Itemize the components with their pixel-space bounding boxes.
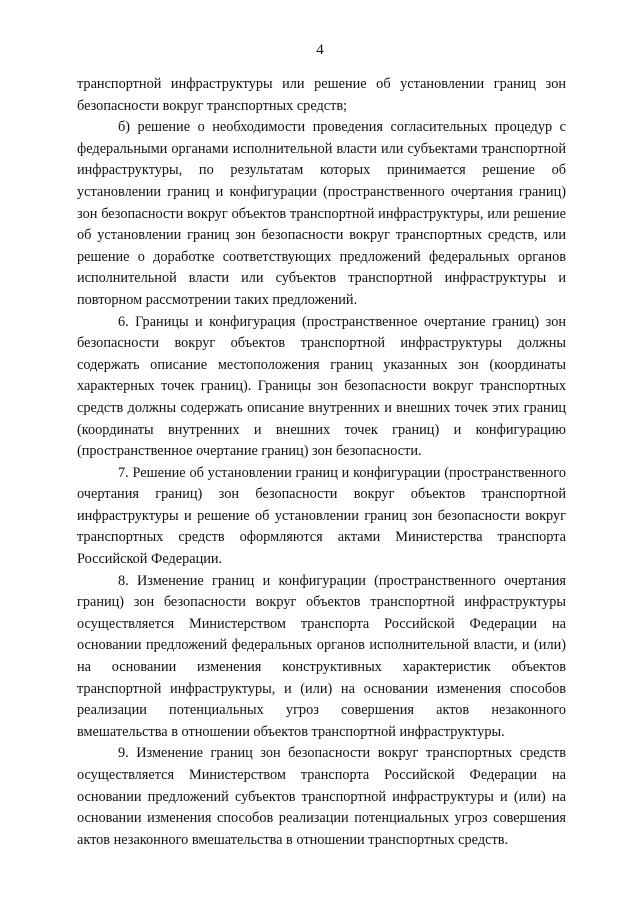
paragraph-continuation: транспортной инфраструктуры или решение об установлении границ зон безопасности вокруг транспортных средств; (77, 76, 566, 114)
paragraph-item-6: 6. Границы и конфигурация (пространственное очертание границ) зон безопасности вокруг объектов транспортной инфраструктуры должны содержать описание местоположения границ указанных зон (координаты характерных точек границ). Границы зон безопасности вокруг транспортных средств должны содержать описание внутренних и внешних точек этих границ (координаты внутренних и внешних точек границ) и конфигурацию (пространственное очертание границ) зон безопасности. (77, 313, 566, 460)
paragraph-item-7: 7. Решение об установлении границ и конфигурации (пространственного очертания границ) зон безопасности вокруг объектов транспортной инфраструктуры и решение об установлении границ зон безопасности вокруг транспортных средств оформляются актами Министерства транспорта Российской Федерации. (77, 464, 566, 568)
document-body (77, 74, 566, 851)
paragraph-item-9: 9. Изменение границ зон безопасности вокруг транспортных средств осуществляется Министерством транспорта Российской Федерации на основании предложений субъектов транспортной инфраструктуры и (или) на основании изменения способов реализации потенциальных угроз совершения актов незаконного вмешательства в отношении транспортных средств. (77, 745, 566, 848)
paragraph-item-b: б) решение о необходимости проведения согласительных процедур с федеральными органами исполнительной власти или субъектами транспортной инфраструктуры, по результатам которых принимается решение об установлении границ и конфигурации (пространственного очертания границ) зон безопасности вокруг объектов транспортной инфраструктуры, или решение об установлении границ зон безопасности вокруг транспортных средств, или решение о доработке соответствующих предложений федеральных органов исполнительной власти или субъектов транспортной инфраструктуры и повторном рассмотрении таких предложений. (77, 119, 566, 308)
page-number: 4 (316, 42, 324, 58)
paragraph-item-8: 8. Изменение границ и конфигурации (пространственного очертания границ) зон безопасности вокруг объектов транспортной инфраструктуры осуществляется Министерством транспорта Российской Федерации на основании предложений федеральных органов исполнительной власти, и (или) на основании изменения конструктивных характеристик объектов транспортной инфраструктуры, и (или) на основании изменения способов реализации потенциальных угроз совершения актов незаконного вмешательства в отношении объектов транспортной инфраструктуры. (77, 572, 566, 740)
